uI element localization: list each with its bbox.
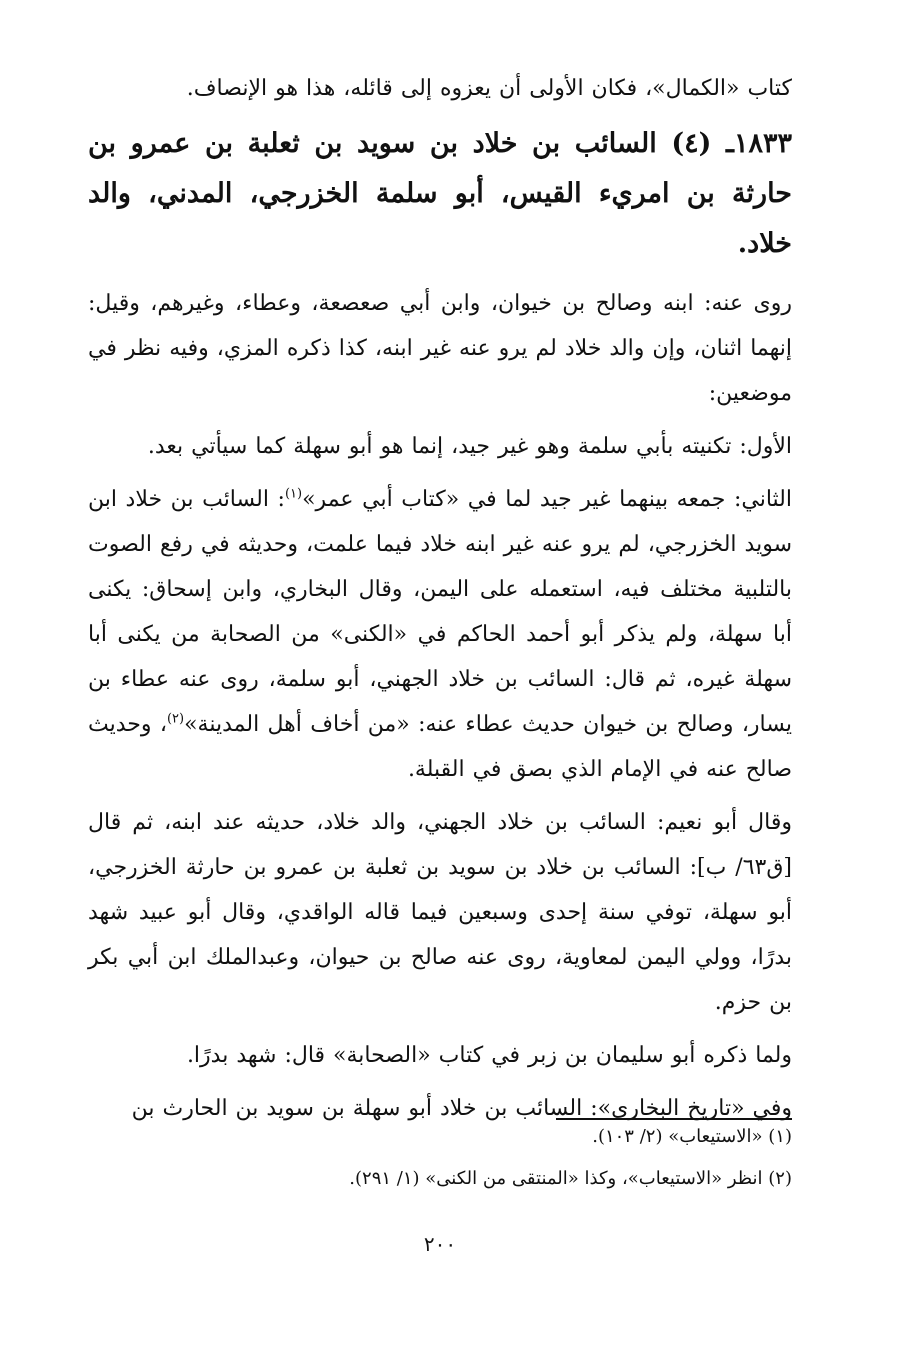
footnote-1: (١) «الاستيعاب» (٢/ ١٠٣). xyxy=(592,1126,792,1147)
paragraph-intro: كتاب «الكمال»، فكان الأولى أن يعزوه إلى قائله، هذا هو الإنصاف. xyxy=(186,76,792,101)
paragraph-second-point-part3: ، وحديث صالح عنه في الإمام الذي بصق في القبلة. xyxy=(88,712,792,782)
paragraph-first-point: الأول: تكنيته بأبي سلمة وهو غير جيد، إنما هو أبو سهلة كما سيأتي بعد. xyxy=(147,434,792,459)
entry-heading: ١٨٣٣ـ (٤) السائب بن خلاد بن سويد بن ثعلبة بن عمرو بن حارثة بن امريء القيس، أبو سلمة الخزرجي، المدني، والد خلاد. xyxy=(88,128,792,259)
page-number: ٢٠٠ xyxy=(423,1232,457,1256)
page-body xyxy=(88,66,792,1326)
paragraph-second-point xyxy=(88,477,792,792)
paragraph-abu-nuaym: وقال أبو نعيم: السائب بن خلاد الجهني، والد خلاد، حديثه عند ابنه، ثم قال [ق٦٣/ ب]: السائب بن خلاد بن سويد بن ثعلبة بن عمرو بن حارثة الخزرجي، أبو سهلة، توفي سنة إحدى وسبعين فيما قاله الواقدي، وقال أبو عبيد شهد بدرًا، وولي اليمن لمعاوية، روى عنه صالح بن حيوان، وعبدالملك ابن أبي بكر بن حزم. xyxy=(88,810,792,1015)
paragraph-second-point-part2: : السائب بن خلاد ابن سويد الخزرجي، لم يرو عنه غير ابنه خلاد فيما علمت، وحديثه في رفع الصوت بالتلبية مختلف فيه، استعمله على اليمن، وقال البخاري، وابن إسحاق: يكنى أبا سهلة، ولم يذكر أبو أحمد الحاكم في «الكنى» من الصحابة من يكنى أبا سهلة غيره، ثم قال: السائب بن خلاد الجهني، أبو سلمة، روى عنه عطاء بن يسار، وصالح بن خيوان حديث عطاء عنه: «من أخاف أهل المدينة» xyxy=(88,487,793,737)
footnote-2: (٢) انظر «الاستيعاب»، وكذا «المنتقى من الكنى» (١/ ٢٩١). xyxy=(349,1168,792,1189)
paragraph-narrators: روى عنه: ابنه وصالح بن خيوان، وابن أبي صعصعة، وعطاء، وغيرهم، وقيل: إنهما اثنان، وإن والد خلاد لم يرو عنه غير ابنه، كذا ذكره المزي، وفيه نظر في موضعين: xyxy=(88,291,792,406)
footnote-ref-1: (١) xyxy=(284,486,303,502)
paragraph-second-point-part1: الثاني: جمعه بينهما غير جيد لما في «كتاب أبي عمر» xyxy=(302,487,792,512)
footnote-ref-2: (٢) xyxy=(166,711,185,727)
footnotes xyxy=(88,1116,792,1200)
paragraph-ibn-zabr: ولما ذكره أبو سليمان بن زبر في كتاب «الصحابة» قال: شهد بدرًا. xyxy=(186,1043,792,1068)
paragraph-bukhari-history: وفي «تاريخ البخارى»: السائب بن خلاد أبو سهلة بن سويد بن الحارث بن xyxy=(131,1096,792,1121)
